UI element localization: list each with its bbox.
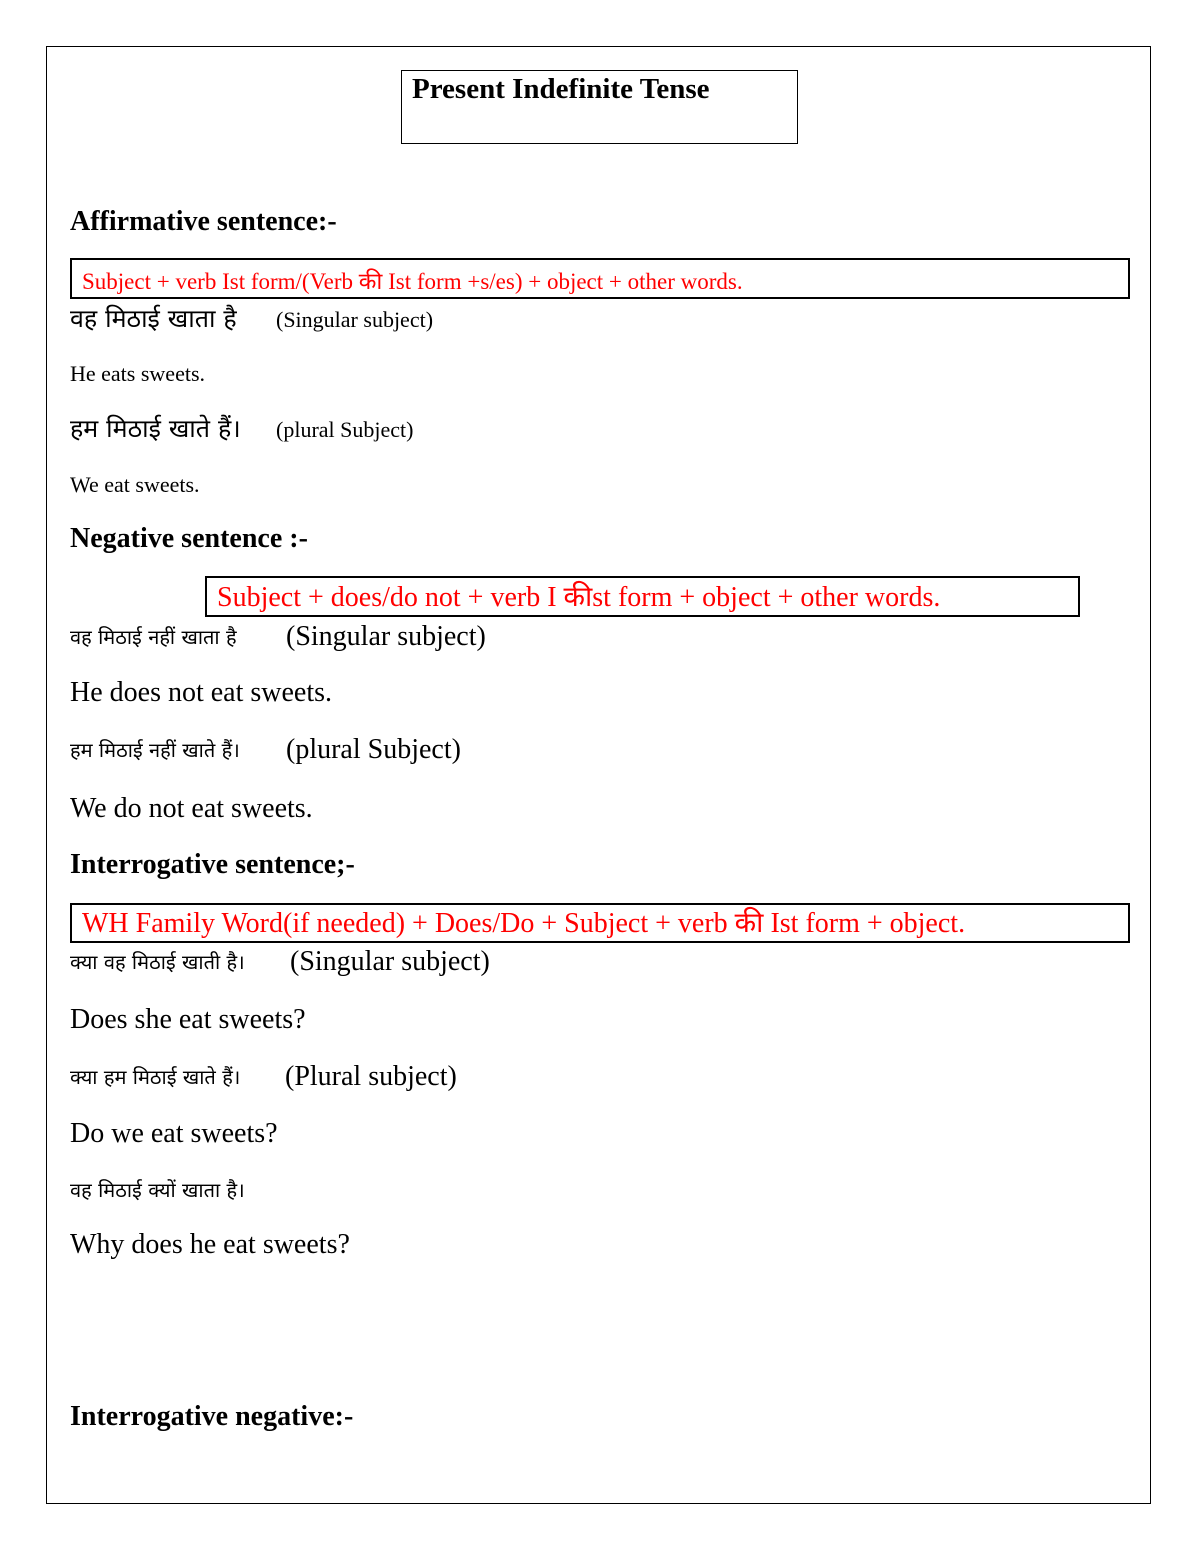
affirmative-example-2-english: We eat sweets. <box>70 472 200 497</box>
affirmative-example-1-english: He eats sweets. <box>70 361 206 386</box>
interrogative-example-2-note: (Plural subject) <box>285 1061 457 1092</box>
negative-example-2-note: (plural Subject) <box>286 734 461 765</box>
negative-example-1-note: (Singular subject) <box>286 621 486 652</box>
interrogative-example-3-hindi: वह मिठाई क्यों खाता है। <box>70 1178 245 1202</box>
interrogative-formula: WH Family Word(if needed) + Does/Do + Subject + verb की Ist form + object. <box>82 908 966 939</box>
interrogative-example-2-english: Do we eat sweets? <box>70 1118 278 1149</box>
affirmative-example-2-note: (plural Subject) <box>276 417 414 442</box>
negative-example-2-hindi: हम मिठाई नहीं खाते हैं। <box>70 738 240 762</box>
interrogative-example-1-note: (Singular subject) <box>290 946 490 977</box>
page-title: Present Indefinite Tense <box>412 73 710 105</box>
title-box <box>401 70 798 144</box>
interrogative-example-3-english: Why does he eat sweets? <box>70 1229 350 1260</box>
affirmative-example-1-hindi: वह मिठाई खाता है <box>70 304 237 333</box>
interrogative-negative-heading: Interrogative negative:- <box>70 1401 354 1432</box>
negative-formula-box <box>205 576 1080 617</box>
affirmative-example-1-note: (Singular subject) <box>276 307 434 332</box>
negative-example-1-hindi: वह मिठाई नहीं खाता है <box>70 625 237 649</box>
affirmative-example-2-hindi: हम मिठाई खाते हैं। <box>70 414 241 443</box>
interrogative-example-1-hindi: क्या वह मिठाई खाती है। <box>70 950 245 974</box>
affirmative-heading: Affirmative sentence:- <box>70 206 337 237</box>
affirmative-formula: Subject + verb Ist form/(Verb की Ist form +s/es) + object + other words. <box>82 269 743 294</box>
negative-example-1-english: He does not eat sweets. <box>70 677 333 708</box>
affirmative-formula-box <box>70 258 1130 299</box>
negative-example-2-english: We do not eat sweets. <box>70 793 313 824</box>
interrogative-example-2-hindi: क्या हम मिठाई खाते हैं। <box>70 1065 241 1089</box>
negative-heading: Negative sentence :- <box>70 523 308 554</box>
negative-formula: Subject + does/do not + verb I कीst form + object + other words. <box>217 582 941 613</box>
interrogative-example-1-english: Does she eat sweets? <box>70 1004 306 1035</box>
interrogative-heading: Interrogative sentence;- <box>70 849 355 880</box>
interrogative-formula-box <box>70 903 1130 943</box>
